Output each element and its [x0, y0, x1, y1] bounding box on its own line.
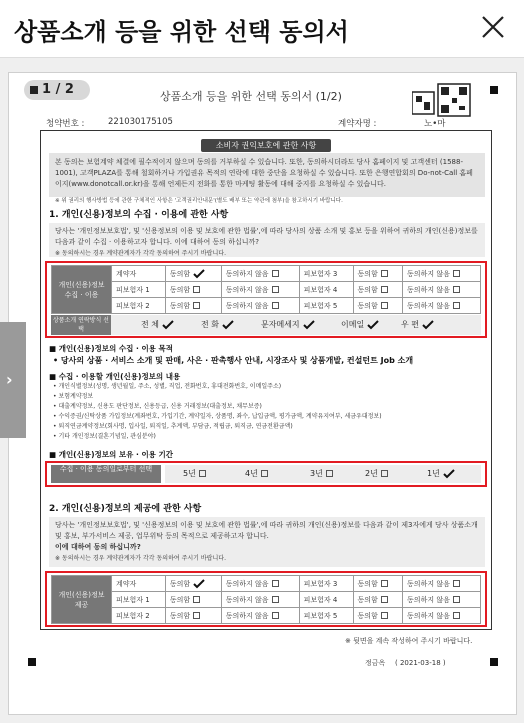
checkbox-icon: [272, 286, 279, 293]
disagree-option[interactable]: 동의하지 않음: [221, 608, 299, 624]
period-4y[interactable]: 4년: [245, 468, 268, 479]
period-heading: ■ 개인(신용)정보의 보유 · 이용 기간: [49, 450, 174, 459]
disagree-option[interactable]: 동의하지 않음: [403, 592, 481, 608]
agree-option[interactable]: 동의함: [353, 592, 403, 608]
checkbox-icon: [381, 596, 388, 603]
checkbox-icon: [381, 470, 388, 477]
disagree-option[interactable]: 동의하지 않음: [403, 576, 481, 592]
purpose-text: • 당사의 상품 · 서비스 소개 및 판매, 사은 · 판촉행사 안내, 시장조사 및 상품개발, 컨설턴트 Job 소개: [53, 356, 414, 365]
checkbox-icon: [381, 270, 388, 277]
disagree-option[interactable]: 동의하지 않음: [403, 282, 481, 298]
section1-heading: 1. 개인(신용)정보의 수집 · 이용에 관한 사항: [49, 210, 229, 220]
purpose-heading: ■ 개인(신용)정보의 수집 · 이용 목적: [49, 344, 174, 353]
checkbox-icon: [453, 580, 460, 587]
agree-option[interactable]: 동의함: [353, 298, 403, 314]
registration-mark: [28, 658, 36, 666]
disagree-option[interactable]: 동의하지 않음: [221, 576, 299, 592]
section2-heading: 2. 개인(신용)정보의 제공에 관한 사항: [49, 504, 202, 514]
footer-signer: 정금옥: [365, 659, 386, 667]
page-title: 상품소개 등을 위한 선택 동의서: [14, 18, 349, 46]
checkbox-icon: [261, 470, 268, 477]
contract-no: 221030175105: [108, 117, 173, 127]
checkmark-icon: [193, 269, 205, 279]
document-title: 상품소개 등을 위한 선택 동의서 (1/2): [160, 90, 342, 103]
checkbox-icon: [381, 286, 388, 293]
rights-note: ※ 위 권리의 행사방법 등에 관한 구체적인 사항은 '고객권리안내문'(별도 배부 또는 약관에 첨부)을 참고하시기 바랍니다.: [55, 198, 343, 204]
period-label: 수집 · 이용 동의일로부터 선택: [51, 465, 161, 483]
checkbox-icon: [453, 302, 460, 309]
checkbox-icon: [453, 596, 460, 603]
party-label: 피보험자 5: [299, 608, 353, 624]
consent-table-box: [45, 261, 487, 338]
checkbox-icon: [381, 612, 388, 619]
checkbox-icon: [272, 270, 279, 277]
checkbox-icon: [381, 580, 388, 587]
contractor-label: 계약자명 :: [338, 119, 377, 129]
checkbox-icon: [453, 612, 460, 619]
checkbox-icon: [381, 302, 388, 309]
close-icon[interactable]: [480, 14, 506, 40]
period-2y[interactable]: 2년: [365, 468, 388, 479]
party-label: 계약자: [112, 576, 166, 592]
disagree-option[interactable]: 동의하지 않음: [221, 282, 299, 298]
checkmark-icon: [222, 320, 234, 330]
agree-option[interactable]: 동의함: [353, 282, 403, 298]
channel-label: 상품소개 연락방식 선택: [51, 315, 111, 335]
items-list: • 개인식별정보(성명, 생년월일, 주소, 성별, 직업, 전화번호, 휴대전화번호, 이메일주소) • 보험계약정보 • 대출계약정보, 신용도 판단정보, 신용등급, 신용 거래정보(대출정보, 채무보증) • 수익증권/신탁상품 가입정보(계좌번호, 가입기간, 계약일자, 상품명, 좌수, 납입금액, 평가금액, 계약유지여부, 세금우대정보) • 퇴직연금계약정보(회사명, 입사일, 퇴직일, 추계액, 부담금, 적립금, 퇴직금, 연금전환금액) • 기타 개인정보(결혼기념일, 관심분야): [53, 383, 382, 440]
contractor-name: 노•마: [424, 119, 446, 129]
registration-mark: [490, 658, 498, 666]
disagree-option[interactable]: 동의하지 않음: [221, 592, 299, 608]
period-options: [165, 465, 481, 483]
contract-no-label: 청약번호 :: [46, 119, 85, 129]
checkmark-icon: [443, 469, 455, 479]
agree-option[interactable]: 동의함: [353, 608, 403, 624]
agree-option[interactable]: 동의함: [165, 298, 221, 314]
channel-row: [51, 315, 481, 335]
consent-form: [40, 130, 492, 630]
checkbox-icon: [272, 580, 279, 587]
party-label: 피보험자 3: [299, 266, 353, 282]
next-page-tab[interactable]: [0, 322, 26, 438]
party-label: 피보험자 2: [112, 608, 166, 624]
agree-option[interactable]: 동의함: [353, 266, 403, 282]
channel-all[interactable]: 전 체: [141, 319, 174, 330]
checkbox-icon: [453, 286, 460, 293]
disagree-option[interactable]: 동의하지 않음: [403, 266, 481, 282]
channel-phone[interactable]: 전 화: [201, 319, 234, 330]
agree-option[interactable]: 동의함: [353, 576, 403, 592]
chevron-right-icon: ›: [6, 370, 13, 389]
checkbox-icon: [272, 596, 279, 603]
checkbox-icon: [272, 302, 279, 309]
footer-date-value: 2021-03-18: [399, 659, 441, 667]
disagree-option[interactable]: 동의하지 않음: [403, 608, 481, 624]
party-label: 피보험자 1: [112, 592, 166, 608]
party-label: 피보험자 2: [112, 298, 166, 314]
registration-mark: [490, 86, 498, 94]
checkmark-icon: [162, 320, 174, 330]
agree-option[interactable]: 동의함: [165, 576, 221, 592]
checkmark-icon: [367, 320, 379, 330]
channel-sms[interactable]: 문자메세지: [261, 319, 315, 330]
checkbox-icon: [199, 470, 206, 477]
page-indicator: 1 / 2: [24, 80, 90, 100]
footer-note: ※ 뒷면을 계속 작성하여 주시기 바랍니다.: [345, 637, 473, 645]
provide-table-box: [45, 571, 487, 627]
period-box: [45, 461, 487, 487]
checkbox-icon: [193, 286, 200, 293]
provide-table: [51, 575, 481, 624]
agree-option[interactable]: 동의함: [165, 608, 221, 624]
footer-date: ( 2021-03-18 ): [395, 659, 446, 667]
rights-text: 본 동의는 보험계약 체결에 필수적이지 않으며 동의를 거부하실 수 있습니다. 또한, 동의하시더라도 당사 홈페이지 및 고객센터 (1588-1001), 고객PLAZA를 통해 철회하거나 가입권유 목적의 연락에 대한 중단을 요청하실 수 있습니다. 또한 은행연합회의 Do-not-Call 홈페이지(www.donotcall.or.kr)을 통해 언제든지 전화를 통한 마케팅 활동에 대해 중지를 요청하실 수 있습니다.: [49, 153, 485, 197]
items-heading: ■ 수집 · 이용할 개인(신용)정보의 내용: [49, 372, 181, 381]
consent-label: 개인(신용)정보 수집 · 이용: [52, 266, 112, 314]
party-label: 피보험자 1: [112, 282, 166, 298]
party-label: 피보험자 5: [299, 298, 353, 314]
section1-text: 당사는 '개인정보보호법', 및 '신용정보의 이용 및 보호에 관한 법률',에 따라 당사의 상품 소개 및 홍보 등을 위하여 귀하의 개인(신용)정보를 다음과 같이 수집 · 이용하고자 합니다. 이에 대하여 동의 하십니까? ※ 동의하시는 경우 계약관계자가 각각 동의하여 주시기 바랍니다.: [49, 223, 485, 257]
party-label: 피보험자 4: [299, 592, 353, 608]
checkmark-icon: [303, 320, 315, 330]
app-header: [0, 0, 524, 58]
agree-option[interactable]: 동의함: [165, 592, 221, 608]
checkbox-icon: [326, 470, 333, 477]
party-label: 피보험자 3: [299, 576, 353, 592]
checkmark-icon: [422, 320, 434, 330]
party-label: 피보험자 4: [299, 282, 353, 298]
checkbox-icon: [453, 270, 460, 277]
qr-code-icon: [412, 82, 472, 118]
checkbox-icon: [193, 302, 200, 309]
disagree-option[interactable]: 동의하지 않음: [221, 298, 299, 314]
period-3y[interactable]: 3년: [310, 468, 333, 479]
disagree-option[interactable]: 동의하지 않음: [221, 266, 299, 282]
checkbox-icon: [272, 612, 279, 619]
agree-option[interactable]: 동의함: [165, 266, 221, 282]
channel-email[interactable]: 이메일: [341, 319, 379, 330]
rights-heading: 소비자 권익보호에 관한 사항: [201, 139, 331, 152]
checkmark-icon: [193, 579, 205, 589]
section2-text: 당사는 '개인정보보호법', 및 '신용정보의 이용 및 보호에 관한 법률',에 따라 귀하의 개인(신용)정보를 다음과 같이 제3자에게 당사 상품소개 및 홍보, 부가서비스 제공, 업무위탁 등의 목적으로 제공하고자 합니다. 이에 대하여 동의 하십니까? ※ 동의하시는 경우 계약관계자가 각각 동의하여 주시기 바랍니다.: [49, 517, 485, 567]
checkbox-icon: [193, 596, 200, 603]
channel-mail[interactable]: 우 편: [401, 319, 434, 330]
period-5y[interactable]: 5년: [183, 468, 206, 479]
party-label: 계약자: [112, 266, 166, 282]
provide-label: 개인(신용)정보 제공: [52, 576, 112, 624]
checkbox-icon: [193, 612, 200, 619]
disagree-option[interactable]: 동의하지 않음: [403, 298, 481, 314]
agree-option[interactable]: 동의함: [165, 282, 221, 298]
period-1y[interactable]: 1년: [427, 468, 455, 479]
consent-table: [51, 265, 481, 314]
